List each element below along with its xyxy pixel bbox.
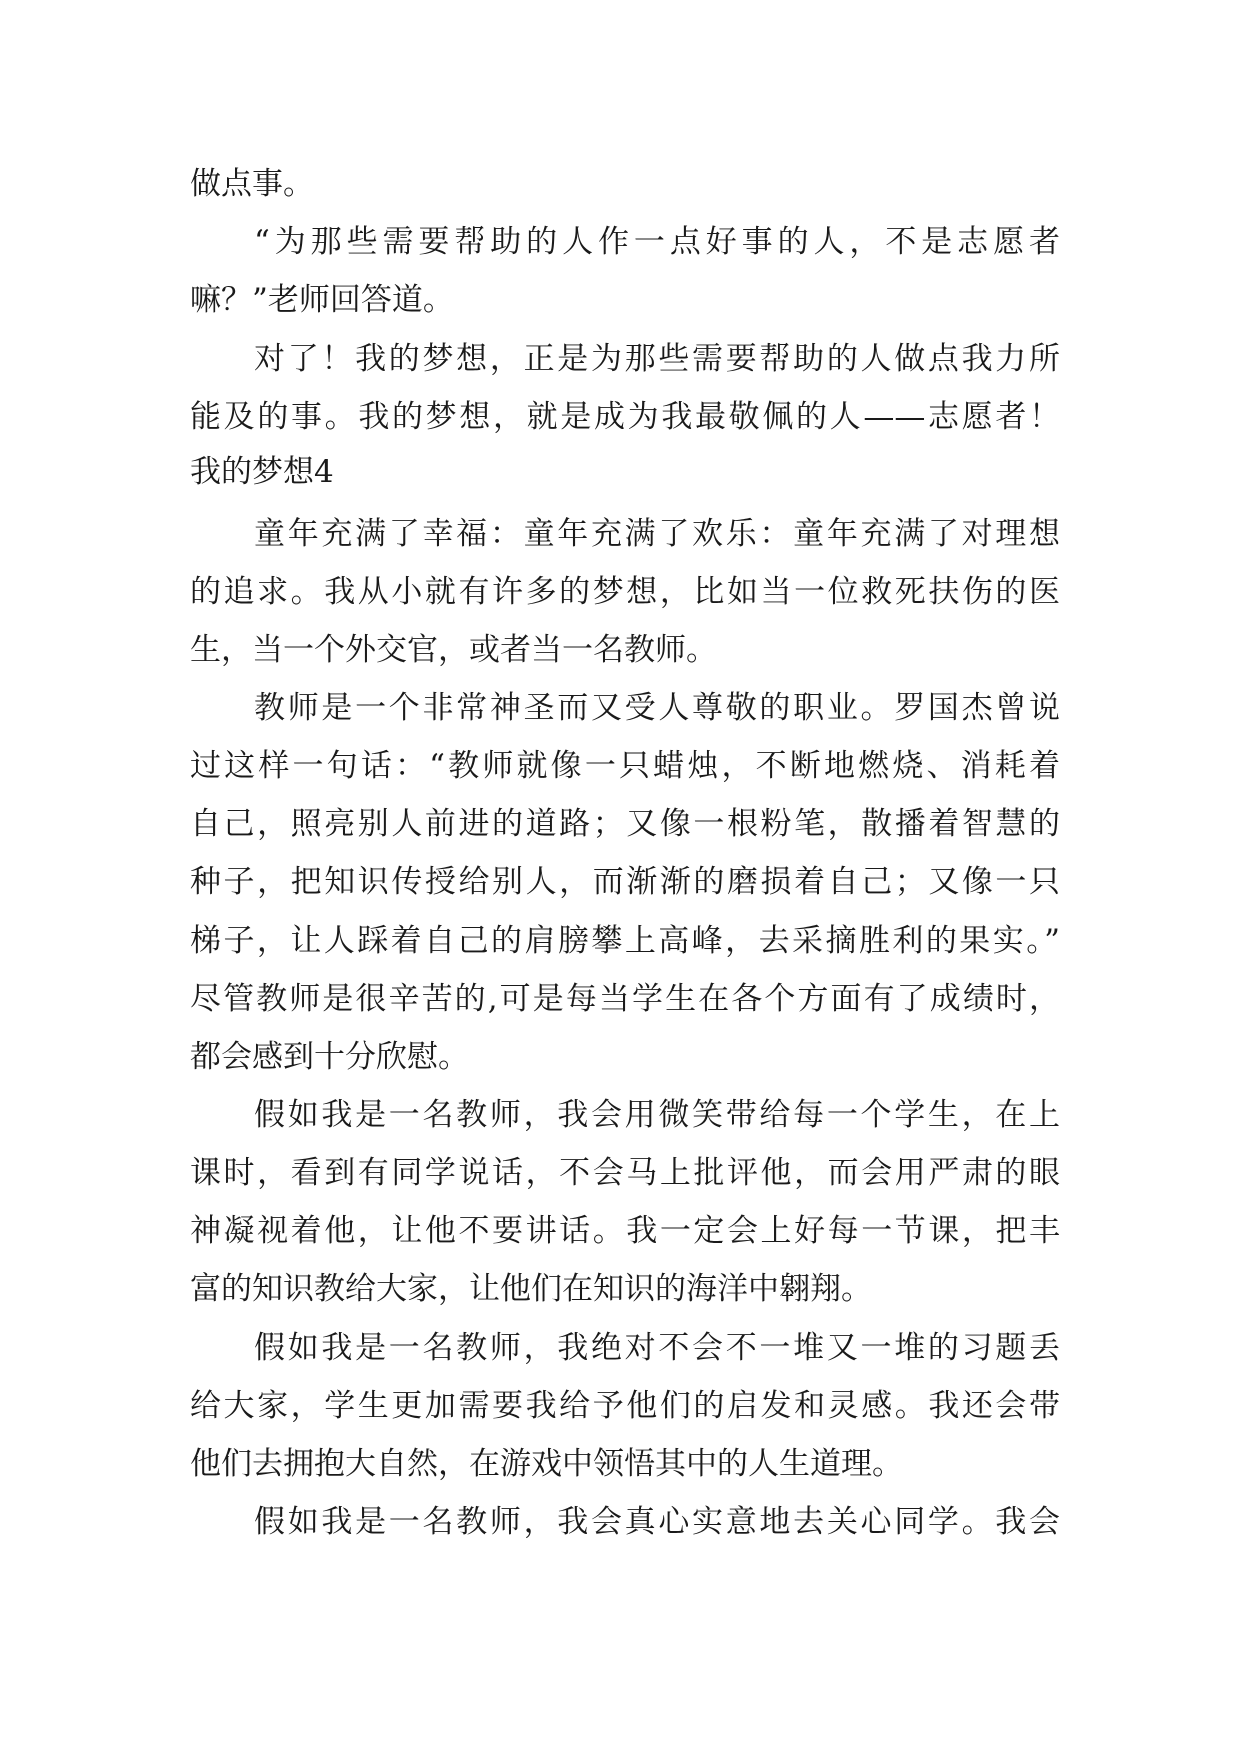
text-line: 自己，照亮别人前进的道路；又像一根粉笔，散播着智慧的 bbox=[190, 806, 1060, 842]
text-line: 神凝视着他，让他不要讲话。我一定会上好每一节课，把丰 bbox=[190, 1213, 1060, 1249]
text-line: 假如我是一名教师，我会用微笑带给每一个学生，在上 bbox=[254, 1097, 1060, 1133]
text-line: 尽管教师是很辛苦的,可是每当学生在各个方面有了成绩时， bbox=[190, 981, 1060, 1017]
text-line: 过这样一句话：“教师就像一只蜡烛，不断地燃烧、消耗着 bbox=[190, 748, 1060, 784]
text-line: 种子，把知识传授给别人，而渐渐的磨损着自己；又像一只 bbox=[190, 864, 1060, 900]
text-line: 他们去拥抱大自然，在游戏中领悟其中的人生道理。 bbox=[190, 1446, 903, 1482]
text-line: 生，当一个外交官，或者当一名教师。 bbox=[190, 632, 717, 668]
text-line: 童年充满了幸福：童年充满了欢乐：童年充满了对理想 bbox=[254, 516, 1060, 552]
text-line: 都会感到十分欣慰。 bbox=[190, 1039, 469, 1075]
section-heading: 我的梦想4 bbox=[190, 454, 334, 490]
text-line: “为那些需要帮助的人作一点好事的人，不是志愿者 bbox=[254, 224, 1060, 260]
text-line: 给大家，学生更加需要我给予他们的启发和灵感。我还会带 bbox=[190, 1388, 1060, 1424]
text-line: 富的知识教给大家，让他们在知识的海洋中翱翔。 bbox=[190, 1271, 872, 1307]
text-line: 做点事。 bbox=[190, 166, 314, 202]
text-line: 的追求。我从小就有许多的梦想，比如当一位救死扶伤的医 bbox=[190, 574, 1060, 610]
text-line: 课时，看到有同学说话，不会马上批评他，而会用严肃的眼 bbox=[190, 1155, 1060, 1191]
text-line: 教师是一个非常神圣而又受人尊敬的职业。罗国杰曾说 bbox=[254, 690, 1060, 726]
text-line: 假如我是一名教师，我会真心实意地去关心同学。我会 bbox=[254, 1504, 1060, 1540]
text-line: 假如我是一名教师，我绝对不会不一堆又一堆的习题丢 bbox=[254, 1330, 1060, 1366]
text-line: 能及的事。我的梦想，就是成为我最敬佩的人——志愿者！ bbox=[190, 399, 1060, 435]
text-line: 梯子，让人踩着自己的肩膀攀上高峰，去采摘胜利的果实。” bbox=[190, 923, 1060, 959]
text-line: 嘛？”老师回答道。 bbox=[190, 282, 454, 318]
text-line: 对了！我的梦想，正是为那些需要帮助的人做点我力所 bbox=[254, 341, 1060, 377]
